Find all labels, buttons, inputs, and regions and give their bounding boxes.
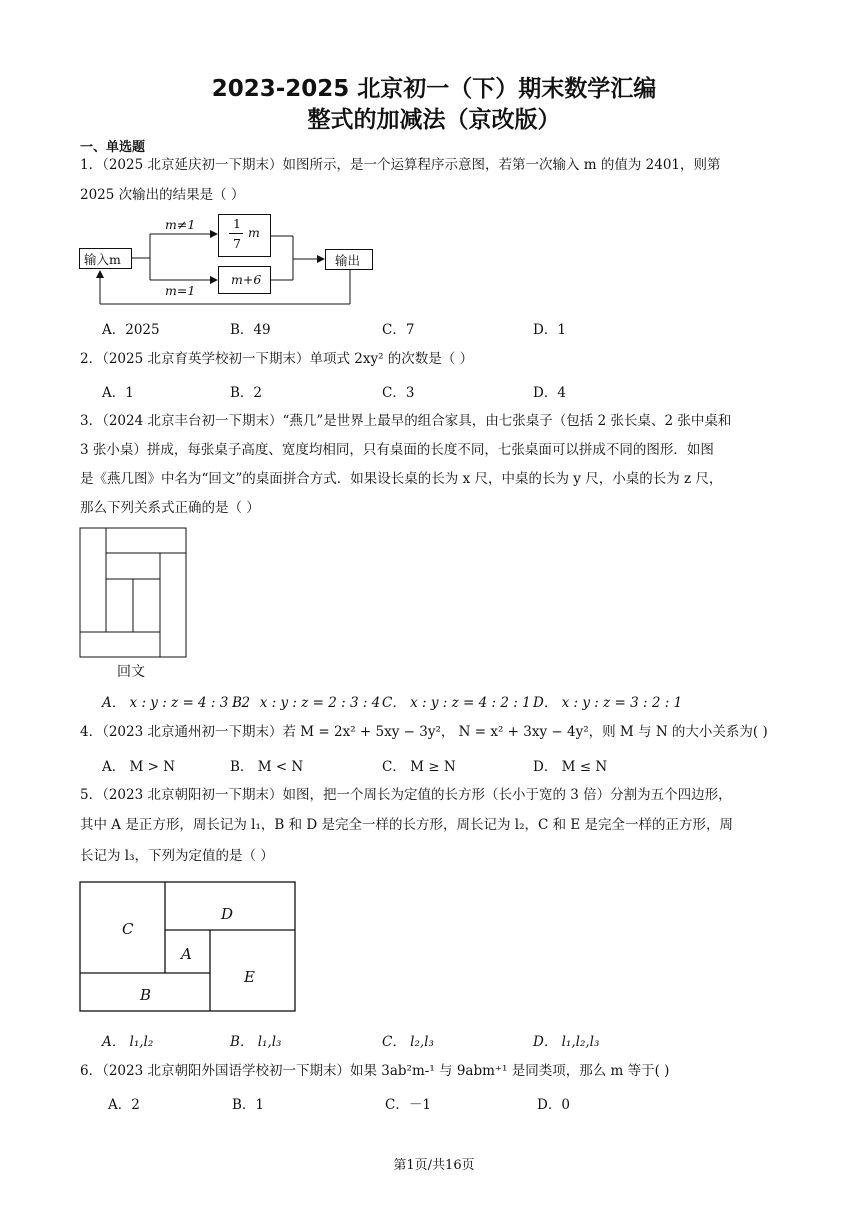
q2-option-c: C．3 xyxy=(382,385,415,401)
q3-option-d: D． x : y : z = 3 : 2 : 1 xyxy=(533,695,683,711)
q6-text: 6．（2023 北京朝阳外国语学校初一下期末）如果 3ab²m-¹ 与 9abm⁺¹ 是同类项，那么 m 等于( ) xyxy=(80,1063,670,1079)
q3-text-line4: 那么下列关系式正确的是（ ） xyxy=(80,500,260,516)
q1-top-arrow-label: m≠1 xyxy=(165,217,196,232)
q3-text-line1: 3．（2024 北京丰台初一下期末）“燕几”是世界上最早的组合家具，由七张桌子（包括 2 张长桌、2 张中桌和 xyxy=(80,413,732,429)
q1-text-line1: 1．（2025 北京延庆初一下期末）如图所示，是一个运算程序示意图，若第一次输入 m 的值为 2401，则第 xyxy=(80,157,721,173)
q3-text-line2: 3 张小桌）拼成，每张桌子高度、宽度均相同，只有桌面的长度不同，七张桌面可以拼成不同的图形．如图 xyxy=(80,442,714,458)
q3-option-c: C． x : y : z = 4 : 2 : 1 xyxy=(382,695,531,711)
q3-option-b: B． x : y : z = 2 : 3 : 4 xyxy=(232,695,381,711)
q1-add-box: m+6 xyxy=(231,272,262,287)
q1-option-d: D．1 xyxy=(533,322,566,338)
q1-input-box: 输入m xyxy=(84,252,121,267)
q1-fraction-var: m xyxy=(248,225,260,240)
q1-option-a: A．2025 xyxy=(102,322,160,338)
q5-option-b: B． l₁,l₃ xyxy=(230,1034,282,1050)
section-heading: 一、单选题 xyxy=(80,140,146,155)
q1-fraction-numerator: 1 xyxy=(233,216,241,231)
q4-option-d: D． M ≤ N xyxy=(533,759,608,775)
q5-label-e: E xyxy=(244,968,255,986)
q1-fraction-denominator: 7 xyxy=(233,236,241,251)
q4-option-b: B． M < N xyxy=(230,759,304,775)
q5-label-c: C xyxy=(122,920,134,938)
q4-option-a: A． M > N xyxy=(102,759,176,775)
q3-text-line3: 是《燕几图》中名为“回文”的桌面拼合方式．如果设长桌的长为 x 尺，中桌的长为 y 尺，小桌的长为 z 尺， xyxy=(80,471,723,487)
q5-option-c: C． l₂,l₃ xyxy=(382,1034,434,1050)
q5-label-d: D xyxy=(221,905,234,923)
q5-label-a: A xyxy=(181,945,192,963)
page-footer: 第1页/共16页 xyxy=(393,1158,475,1173)
q1-text-line2: 2025 次输出的结果是（ ） xyxy=(80,187,245,203)
q1-option-c: C．7 xyxy=(382,322,415,338)
q6-option-d: D．0 xyxy=(537,1097,570,1113)
page-title: 2023-2025 北京初一（下）期末数学汇编 xyxy=(211,76,657,102)
q2-option-d: D．4 xyxy=(533,385,566,401)
q2-option-b: B．2 xyxy=(230,385,263,401)
q3-option-a: A． x : y : z = 4 : 3 : 2 xyxy=(102,695,251,711)
q5-text-line1: 5．（2023 北京朝阳初一下期末）如图，把一个周长为定值的长方形（长小于宽的 3 倍）分割为五个四边形， xyxy=(80,787,732,803)
q5-label-b: B xyxy=(140,986,152,1004)
q1-option-b: B．49 xyxy=(230,322,271,338)
q1-bottom-arrow-label: m=1 xyxy=(165,283,196,298)
q5-option-a: A． l₁,l₂ xyxy=(102,1034,154,1050)
q1-output-box: 输出 xyxy=(335,253,361,268)
q6-option-b: B．1 xyxy=(232,1097,265,1113)
q5-text-line3: 长记为 l₃，下列为定值的是（ ） xyxy=(80,848,274,864)
q4-option-c: C． M ≥ N xyxy=(382,759,456,775)
q3-diagram-caption: 回文 xyxy=(117,664,145,680)
q5-text-line2: 其中 A 是正方形，周长记为 l₁，B 和 D 是完全一样的长方形，周长记为 l₂，C 和 E 是完全一样的正方形，周 xyxy=(80,817,734,833)
q6-option-c: C．－1 xyxy=(385,1097,431,1113)
page-subtitle: 整式的加减法（京改版） xyxy=(307,107,561,133)
q6-option-a: A．2 xyxy=(108,1097,140,1113)
q5-option-d: D． l₁,l₂,l₃ xyxy=(533,1034,600,1050)
q2-option-a: A．1 xyxy=(102,385,134,401)
q2-text: 2．（2025 北京育英学校初一下期末）单项式 2xy² 的次数是（ ） xyxy=(80,351,474,367)
q4-text: 4．（2023 北京通州初一下期末）若 M = 2x² + 5xy − 3y²， N = x² + 3xy − 4y²，则 M 与 N 的大小关系为( ) xyxy=(80,724,768,740)
